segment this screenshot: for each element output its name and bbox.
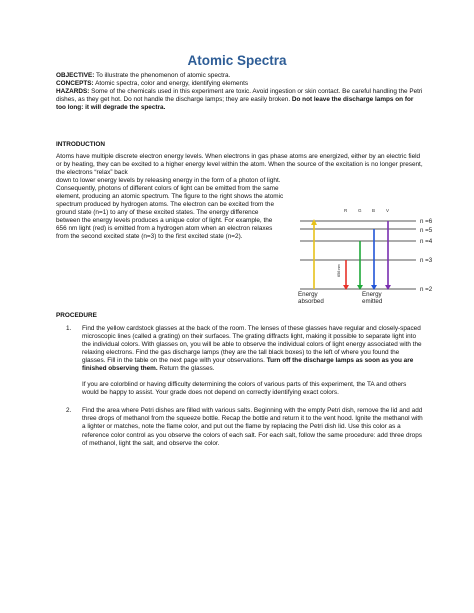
procedure-step-1 <box>56 325 424 397</box>
level-label-5: n =5 <box>420 227 433 234</box>
objective-text: To illustrate the phenomenon of atomic spectra. <box>96 72 231 79</box>
step-2-paragraph-1: Find the area where Petri dishes are filled with various salts. Beginning with the empty Petri dish, remove the lid and add three drops of methanol from the squeeze bottle. Recap the bottle and return it to the vent hood. Ignite the methanol with a lighter or matches, note the flame color, and put out the flame by replacing the Petri dish lid. Use this color as a reference color control as you observe the colors of each salt. For each salt, follow the same procedure: add three drops of methanol, light the salt, and observe the color. <box>82 407 423 447</box>
hazards-label: HAZARDS: <box>56 88 90 96</box>
step-number: 2. <box>66 407 72 415</box>
introduction-section <box>56 141 424 149</box>
energy-absorbed-label <box>298 291 324 305</box>
header-meta <box>56 72 424 112</box>
introduction-text-full: Atoms have multiple discrete electron energy levels. When electrons in gas phase atoms are energized, either by an electric field or by heating, they can be excited to a higher energy level within the atom. When the source of the excitation is no longer present, the electrons “relax” back <box>56 153 423 177</box>
introduction-paragraph-full <box>56 153 424 177</box>
procedure-section <box>56 312 424 320</box>
step-1-text: Find the yellow cardstock glasses at the back of the room. The lenses of these glasses have regular and closely-spaced microscopic lines (called a grating) on their surfaces. The grating diffracts light, making it possible to separate light into the individual colors. With glasses on, you will be able to observe the individual colors of light energy associated with the relaxing electrons. Find the gas discharge lamps (they are the tall black boxes) to the left of where you found the glasses. Fill in the table on the next page with your observations. <box>82 325 422 365</box>
procedure-list <box>56 325 424 448</box>
objective-line <box>56 72 424 80</box>
color-letter-g: G <box>358 208 362 213</box>
hydrogen-spectrum-diagram <box>286 205 446 305</box>
procedure-step-2 <box>56 407 424 447</box>
concepts-line <box>56 80 424 88</box>
hazards-line <box>56 88 424 112</box>
absorbed-arrowhead <box>311 219 317 225</box>
introduction-heading: INTRODUCTION <box>56 141 105 148</box>
objective-label: OBJECTIVE: <box>56 72 95 79</box>
step-number: 1. <box>66 325 72 332</box>
level-label-2: n =2 <box>420 286 433 293</box>
energy-absorbed-word-1: Energy <box>298 291 318 298</box>
level-label-3: n =3 <box>420 257 433 264</box>
concepts-label: CONCEPTS: <box>56 80 94 88</box>
procedure-heading: PROCEDURE <box>56 312 97 319</box>
energy-emitted-word-1: Energy <box>362 291 382 298</box>
hazards-text: Some of the chemicals used in this experiment are toxic. Avoid ingestion or skin contact. Be careful handling the Petri dishes, as they get hot. Do not handle the discharge lamps; they are easily broken. <box>56 88 423 104</box>
page-title: Atomic Spectra <box>187 53 287 68</box>
hazards-warning: Do not leave the discharge lamps on for too long: it will degrade the spectra. <box>56 96 414 112</box>
color-letter-b: B <box>372 208 376 213</box>
step-1-paragraph-1 <box>82 325 424 373</box>
introduction-paragraph-narrow <box>56 177 284 241</box>
step-1-text-end: Return the glasses. <box>159 365 215 373</box>
level-label-6: n =6 <box>420 218 433 225</box>
energy-absorbed-word-2: absorbed <box>298 298 324 305</box>
color-letter-v: V <box>386 208 390 213</box>
wavelength-label: 656 nm <box>337 264 341 277</box>
introduction-text-narrow: down to lower energy levels by releasing energy in the form of a photon of light. Consequently, photons of different colors of light can be emitted from the same element, producing an atomic spectrum. The figure to the right shows the atomic spectrum produced by hydrogen atoms. The electron can be excited from the ground state (n=1) to any of these excited states. The energy difference between the energy levels produces a unique color of light. For example, the 656 nm light (red) is emitted from a hydrogen atom when an electron relaxes from the second excited state (n=3) to the first excited state (n=2). <box>56 177 284 241</box>
level-label-4: n =4 <box>420 238 433 245</box>
energy-emitted-word-2: emitted <box>362 298 383 305</box>
concepts-text: Atomic spectra, color and energy, identifying elements <box>95 80 249 88</box>
step-1-warning: Turn off the discharge lamps as soon as you are finished observing them. <box>82 357 414 373</box>
step-1-paragraph-2: If you are colorblind or having difficulty determining the colors of various parts of this experiment, the TA and others would be happy to assist. Your grade does not depend on correctly identifying exact colors. <box>82 381 407 397</box>
color-letter-r: R <box>344 208 348 213</box>
energy-emitted-label <box>362 291 383 305</box>
